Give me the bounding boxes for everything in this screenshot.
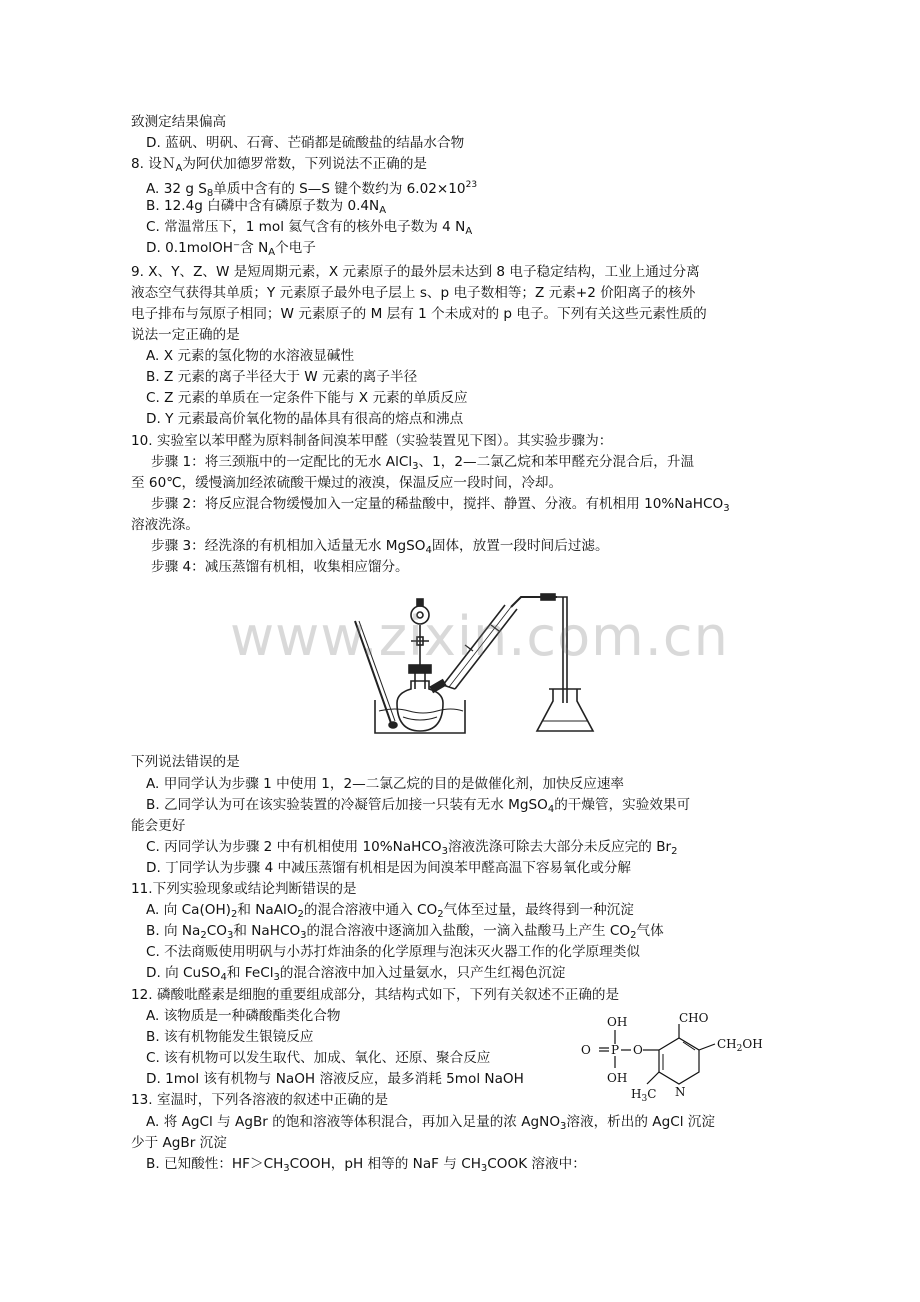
question-13: 13. 室温时，下列各溶液的叙述中正确的是 xyxy=(131,1092,389,1108)
mol-o-double: O xyxy=(581,1043,591,1057)
step-3: 步骤 3：经洗涤的有机相加入适量无水 MgSO$_4$固体，放置一段时间后过滤。 xyxy=(151,538,609,556)
mol-h3c: $H_3C$ xyxy=(631,1087,657,1104)
question-9-cont: 电子排布与氖原子相同；W 元素原子的 M 层有 1 个未成对的 p 电子。下列有关这些元素性质的 xyxy=(131,306,707,322)
lab-apparatus-figure xyxy=(345,585,685,745)
option-d-q7: D. 蓝矾、明矾、石膏、芒硝都是硫酸盐的结晶水合物 xyxy=(146,135,465,151)
question-10-prompt: 下列说法错误的是 xyxy=(131,754,240,770)
option-c-q10: C. 丙同学认为步骤 2 中有机相使用 10%NaHCO$_3$溶液洗涤可除去大部分未反应完的 $Br_2$ xyxy=(146,839,678,857)
mol-o-link: O xyxy=(633,1043,643,1057)
text-line: 致测定结果偏高 xyxy=(131,114,227,130)
question-9: 9. X、Y、Z、W 是短周期元素，X 元素原子的最外层未达到 8 电子稳定结构，工业上通过分离 xyxy=(131,264,700,280)
question-9-cont: 液态空气获得其单质；Y 元素原子最外电子层上 s、p 电子数相等；Z 元素+2 价阳离子的核外 xyxy=(131,285,696,301)
step-2-cont: 溶液洗涤。 xyxy=(131,517,199,533)
option-c-q8: C. 常温常压下，1 mol 氦气含有的核外电子数为 4 $N_A$ xyxy=(146,219,473,237)
option-c-q9: C. Z 元素的单质在一定条件下能与 X 元素的单质反应 xyxy=(146,390,468,406)
option-d-q10: D. 丁同学认为步骤 4 中减压蒸馏有机相是因为间溴苯甲醛高温下容易氧化或分解 xyxy=(146,860,631,876)
option-b-q8: B. 12.4g 白磷中含有磷原子数为 $0.4N_A$ xyxy=(146,198,387,216)
question-9-cont: 说法一定正确的是 xyxy=(131,327,240,343)
mol-oh-top: OH xyxy=(607,1015,628,1029)
option-d-q11: D. 向 CuSO$_4$和 FeCl$_3$的混合溶液中加入过量氨水，只产生红褐色沉淀 xyxy=(146,965,566,983)
molecule-structure-figure xyxy=(575,1010,805,1110)
option-a-q10: A. 甲同学认为步骤 1 中使用 1，2—二氯乙烷的目的是做催化剂，加快反应速率 xyxy=(146,776,625,792)
question-11: 11.下列实验现象或结论判断错误的是 xyxy=(131,881,357,897)
step-2: 步骤 2：将反应混合物缓慢加入一定量的稀盐酸中，搅拌、静置、分液。有机相用 10%NaHCO$_3$ xyxy=(151,496,730,514)
mol-oh-bottom: OH xyxy=(607,1071,628,1085)
mol-cho: CHO xyxy=(679,1011,709,1025)
step-1-cont: 至 60℃，缓慢滴加经浓硫酸干燥过的液溴，保温反应一段时间，冷却。 xyxy=(131,475,563,491)
question-10: 10. 实验室以苯甲醛为原料制备间溴苯甲醛（实验装置见下图）。其实验步骤为： xyxy=(131,433,613,449)
mol-p: P xyxy=(611,1043,620,1057)
option-a-q9: A. X 元素的氢化物的水溶液显碱性 xyxy=(146,348,355,364)
option-a-q13: A. 将 AgCl 与 AgBr 的饱和溶液等体积混合，再加入足量的浓 AgNO$_3$溶液，析出的 AgCl 沉淀 xyxy=(146,1114,715,1132)
step-4: 步骤 4：减压蒸馏有机相，收集相应馏分。 xyxy=(151,559,409,575)
option-b-q12: B. 该有机物能发生银镜反应 xyxy=(146,1029,314,1045)
option-a-q11: A. 向 $Ca(OH)_2$和 NaAlO$_2$的混合溶液中通入 $CO_2$气体至过量，最终得到一种沉淀 xyxy=(146,902,634,920)
mol-ch2oh: $CH_2OH$ xyxy=(717,1037,763,1054)
option-a-q12: A. 该物质是一种磷酸酯类化合物 xyxy=(146,1008,341,1024)
option-b-q9: B. Z 元素的离子半径大于 W 元素的离子半径 xyxy=(146,369,418,385)
option-d-q9: D. Y 元素最高价氧化物的晶体具有很高的熔点和沸点 xyxy=(146,411,464,427)
question-12: 12. 磷酸吡醛素是细胞的重要组成部分，其结构式如下，下列有关叙述不正确的是 xyxy=(131,987,620,1003)
option-a-q13-cont: 少于 AgBr 沉淀 xyxy=(131,1135,227,1151)
option-b-q10: B. 乙同学认为可在该实验装置的冷凝管后加接一只装有无水 MgSO$_4$的干燥管，实验效果可 xyxy=(146,797,691,815)
option-b-q13: B. 已知酸性：$HF>CH_3COOH$，pH 相等的 NaF 与 $CH_3COOK$ 溶液中： xyxy=(146,1156,586,1174)
mol-n: N xyxy=(675,1085,686,1099)
option-b-q10-cont: 能会更好 xyxy=(131,818,186,834)
watermark: www.zixin.com.cn xyxy=(230,605,729,668)
option-c-q11: C. 不法商贩使用明矾与小苏打炸油条的化学原理与泡沫灭火器工作的化学原理类似 xyxy=(146,944,640,960)
question-8: 8. 设Ｎ$_A$为阿伏加德罗常数，下列说法不正确的是 xyxy=(131,156,428,174)
option-b-q11: B. 向 $Na_2CO_3$和 NaHCO$_3$的混合溶液中逐滴加入盐酸，一滴入盐酸马上产生 $CO_2$气体 xyxy=(146,923,664,941)
option-a-q8: A. 32 g $S_8$单质中含有的 S—S 键个数约为 $6.02\times 10^{23}$ xyxy=(146,180,478,199)
option-d-q12: D. 1mol 该有机物与 NaOH 溶液反应，最多消耗 5mol NaOH xyxy=(146,1071,524,1087)
option-c-q12: C. 该有机物可以发生取代、加成、氧化、还原、聚合反应 xyxy=(146,1050,491,1066)
step-1: 步骤 1：将三颈瓶中的一定配比的无水 AlCl$_3$、1，2—二氯乙烷和苯甲醛充分混合后，升温 xyxy=(151,454,695,472)
option-d-q8: D. 0.1molOH⁻含 $N_A$个电子 xyxy=(146,240,316,258)
